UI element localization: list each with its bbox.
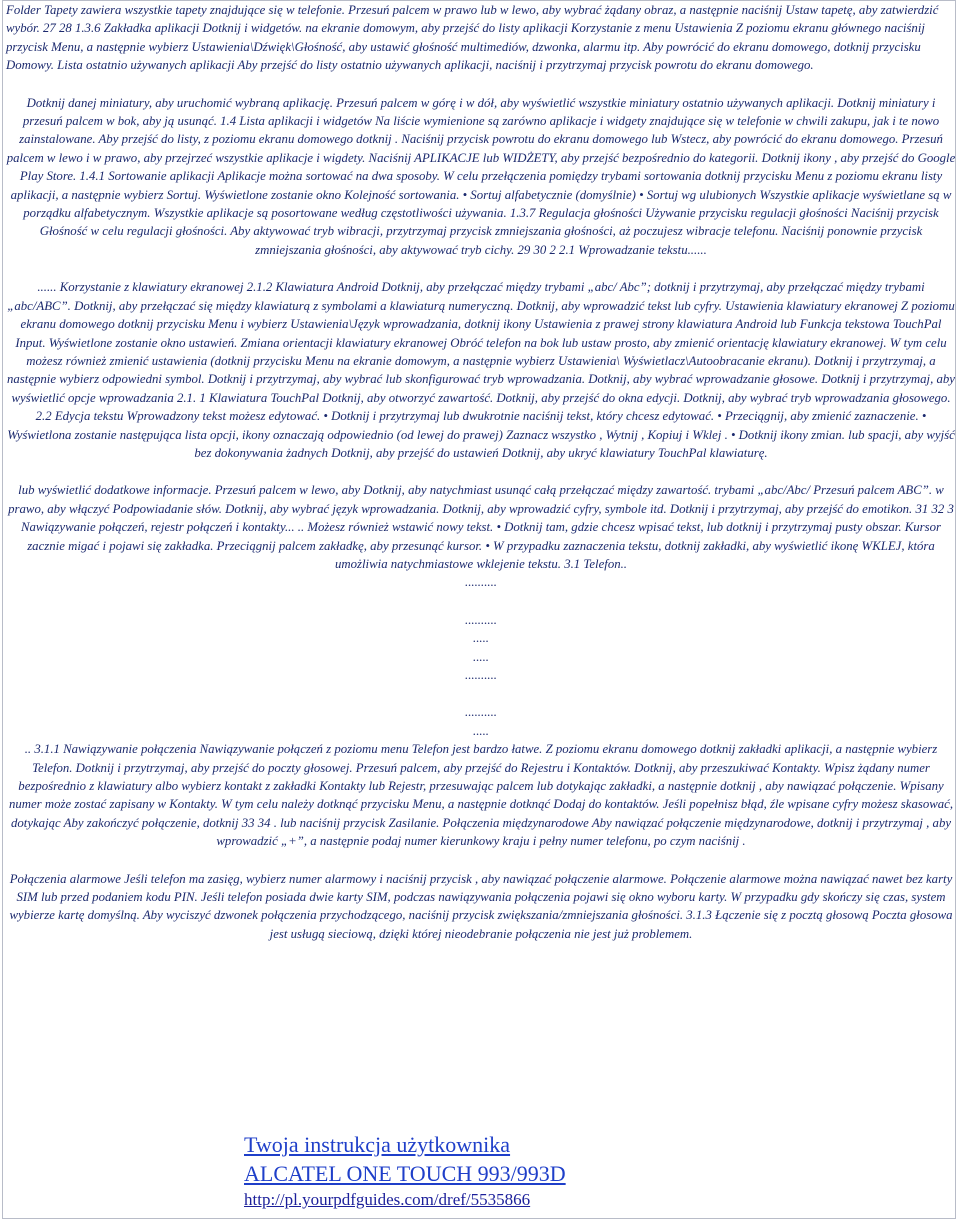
ellipsis-line: .......... xyxy=(465,575,497,590)
paragraph-keyboard: ...... Korzystanie z klawiatury ekranowej 2.1.2 Klawiatura Android Dotknij, aby przełączać między trybami „abc/ Abc”; dotknij i przytrzymaj, aby przełączać między trybami „abc/ABC”. Dotknij, aby przełączać się między klawiaturą z symbolami a klawiaturą numeryczną. Dotknij, aby wprowadzić tekst lub cyfry. Ustawienia klawiatury ekranowej Z poziomu ekranu domowego dotknij przycisku Menu i wybierz Ustawienia\Język wprowadzania, dotknij ikony Ustawienia z prawej strony klawiatura Android lub Funkcja tekstowa TouchPal Input. Wyświetlone zostanie okno ustawień. Zmiana orientacji klawiatury ekranowej Obróć telefon na bok lub ustaw prosto, aby zmienić orientację klawiatury ekranowej. W tym celu możesz również zmienić ustawienia (dotknij przycisku Menu na ekranie domowym, a następnie wybierz Ustawienia\ Wyświetlacz\Autoobracanie ekranu). Dotknij i przytrzymaj, a następnie wybierz odpowiedni symbol. Dotknij i przytrzymaj, aby wybrać lub skonfigurować tryb wprowadzania. Dotknij, aby wybrać wprowadzanie głosowe. Dotknij i przytrzymaj, aby wyświetlić opcje wprowadzania 2.1. 1 Klawiatura TouchPal Dotknij, aby otworzyć zawartość. Dotknij, aby przejść do okna edycji. Dotknij, aby wybrać tryb wprowadzania głosowego. 2.2 Edycja tekstu Wprowadzony tekst możesz edytować. • Dotknij i przytrzymaj lub dwukrotnie naciśnij tekst, który chcesz edytować. • Przeciągnij, aby zmienić zaznaczenie. • Wyświetlona zostanie następująca lista opcji, ikony oznaczają odpowiednio (od lewej do prawej) Zaznacz wszystko , Wytnij , Kopiuj i Wklej . • Dotknij ikony zmian. lub spacji, aby wyjść bez dokonywania żadnych Dotknij, aby przejść do ustawień Dotknij, aby ukryć klawiatury TouchPal klawiaturę. xyxy=(7,280,955,460)
manual-title-link[interactable]: Twoja instrukcja użytkownika xyxy=(244,1132,511,1157)
ellipsis-line: ..... xyxy=(473,631,489,646)
ellipsis-line: .......... xyxy=(465,668,497,682)
paragraph-text-editing: lub wyświetlić dodatkowe informacje. Przesuń palcem w lewo, aby Dotknij, aby natychmiast usunąć całą przełączać między zawartość. trybami „abc/Abc/ Przesuń palcem ABC”. w prawo, aby włączyć Podpowiadanie słów. Dotknij, aby wybrać język wprowadzania. Dotknij, aby wprowadzić cyfry, symbole itd. Dotknij i przytrzymaj, aby przejść do emotikon. 31 32 3 Nawiązywanie połączeń, rejestr połączeń i kontakty... .. Możesz również wstawić nowy tekst. • Dotknij tam, gdzie chcesz wpisać tekst, lub dotknij i przytrzymaj pusty obszar. Kursor zacznie migać i pojawi się zakładka. Przeciągnij palcem zakładkę, aby przesunąć kursor. • W przypadku zaznaczenia tekstu, dotknij zakładki, aby wyświetlić ikonę WKLEJ, która umożliwia natychmiastowe wklejenie tekstu. 3.1 Telefon.. xyxy=(8,483,954,571)
ellipsis-line: ..... xyxy=(473,723,489,738)
paragraph-app-thumbnails: Dotknij danej miniatury, aby uruchomić wybraną aplikację. Przesuń palcem w górę i w dół, aby wyświetlić wszystkie miniatury ostatnio używanych aplikacji. Dotknij miniatury i przesuń palcem w bok, aby ją usunąć. 1.4 Lista aplikacji i widgetów Na liście wymienione są zarówno aplikacje i widgety znajdujące się w telefonie w chwili zakupu, jak i te nowo zainstalowane. Aby przejść do listy, z poziomu ekranu domowego dotknij . Naciśnij przycisk powrotu do ekranu domowego lub Wstecz, aby powrócić do ekranu domowego. Przesuń palcem w lewo i w prawo, aby przejrzeć wszystkie aplikacje i wigdety. Naciśnij APLIKACJE lub WIDŻETY, aby przejść bezpośrednio do kategorii. Dotknij ikony , aby przejść do Google Play Store. 1.4.1 Sortowanie aplikacji Aplikacje można sortować na dwa sposoby. W celu przełączenia pomiędzy trybami sortowania dotknij przycisku Menu z poziomu ekranu listy aplikacji, a następnie wybierz Sortuj. Wyświetlone zostanie okno Kolejność sortowania. • Sortuj alfabetycznie (domyślnie) • Sortuj wg ulubionych Wszystkie aplikacje wyświetlane są w porządku alfabetycznym. Wszystkie aplikacje są posortowane według częstotliwości używania. 1.3.7 Regulacja głośności Używanie przycisku regulacji głośności Naciśnij przycisk Głośność w celu regulacji głośności. Aby aktywować tryb wibracji, przytrzymaj przycisk zmniejszania głośności, aż poczujesz wibracje telefonu. Naciśnij ponownie przycisk zmniejszania głośności, aby aktywować tryb cichy. 29 30 2 2.1 Wprowadzanie tekstu...... xyxy=(6,95,956,257)
source-url-link[interactable]: http://pl.yourpdfguides.com/dref/5535866 xyxy=(244,1190,531,1209)
paragraph-emergency-calls: Połączenia alarmowe Jeśli telefon ma zasięg, wybierz numer alarmowy i naciśnij przycisk , aby nawiązać połączenie alarmowe. Połączenie alarmowe można nawiązać nawet bez karty SIM lub przed podaniem kodu PIN. Jeśli telefon posiada dwie karty SIM, podczas nawiązywania połączenia pojawi się okno wyboru karty. W przypadku gdy skończy się czas, system wybierze kartę domyślną. Aby wyciszyć dzwonek połączenia przychodzącego, naciśnij przycisk zwiększania/zmniejszania głośności. 3.1.3 Łączenie się z pocztą głosową Poczta głosowa jest usługą sieciową, dzięki której nieodebranie połączenia nie jest już problemem. xyxy=(9,871,953,941)
ellipsis-line: .......... xyxy=(465,612,497,627)
device-model-link[interactable]: ALCATEL ONE TOUCH 993/993D xyxy=(244,1161,566,1186)
document-body xyxy=(6,1,956,943)
manual-footer xyxy=(244,1130,566,1212)
ellipsis-line: ..... xyxy=(473,649,489,664)
paragraph-wallpaper-folder: Folder Tapety zawiera wszystkie tapety znajdujące się w telefonie. Przesuń palcem w prawo lub w lewo, aby wybrać żądany obraz, a następnie naciśnij Ustaw tapetę, aby zatwierdzić wybór. 27 28 1.3.6 Zakładka aplikacji Dotknij i widgetów. na ekranie domowym, aby przejść do listy aplikacji Korzystanie z menu Ustawienia Z poziomu ekranu głównego naciśnij przycisk Menu, a następnie wybierz Ustawienia\Dźwięk\Głośność, aby ustawić głośność multimediów, dzwonka, alarmu itp. Aby powrócić do ekranu domowego, dotknij przycisku Domowy. Lista ostatnio używanych aplikacji Aby przejść do listy ostatnio używanych aplikacji, naciśnij i przytrzymaj przycisk powrotu do ekranu domowego. xyxy=(6,3,939,73)
paragraph-making-call: .. 3.1.1 Nawiązywanie połączenia Nawiązywanie połączeń z poziomu menu Telefon jest bardzo łatwe. Z poziomu ekranu domowego dotknij zakładki aplikacji, a następnie wybierz Telefon. Dotknij i przytrzymaj, aby przejść do poczty głosowej. Przesuń palcem, aby przejść do Rejestru i Kontaktów. Dotknij, aby przeszukiwać Kontakty. Wpisz żądany numer bezpośrednio z klawiatury albo wybierz kontakt z zakładki Kontakty lub Rejestr, przesuwając palcem lub dotykając zakładki, a następnie dotknij , aby nawiązać połączenie. Wpisany numer może zostać zapisany w Kontakty. W tym celu należy dotknąć przycisku Menu, a następnie dotknąć Dodaj do kontaktów. Jeśli popełnisz błąd, źle wpisane cyfry możesz skasować, dotykając Aby zakończyć połączenie, dotknij 33 34 . lub naciśnij przycisk Zasilanie. Połączenia międzynarodowe Aby nawiązać połączenie międzynarodowe, dotknij i przytrzymaj , aby wprowadzić „+”, a następnie podaj numer kierunkowy kraju i pełny numer telefonu, po czym naciśnij . xyxy=(8,742,954,849)
ellipsis-line: .......... xyxy=(465,705,497,720)
